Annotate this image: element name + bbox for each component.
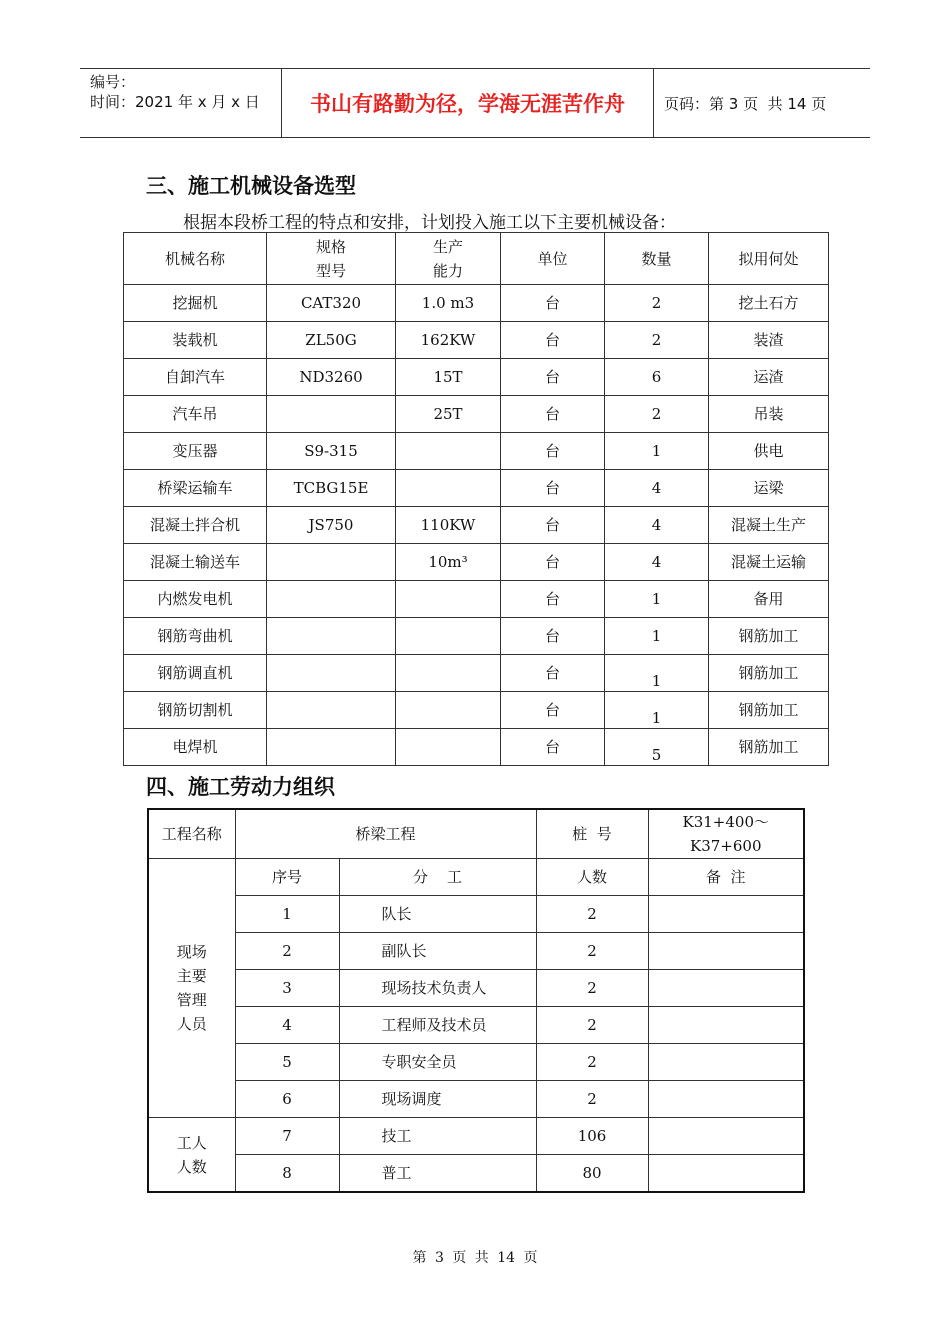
equipment-cell [396, 729, 501, 766]
equipment-cell: 供电 [709, 433, 829, 470]
labor-cell: 6 [235, 1081, 339, 1118]
labor-cell: 106 [536, 1118, 648, 1155]
equipment-cell: 混凝土运输 [709, 544, 829, 581]
equipment-cell: 装渣 [709, 322, 829, 359]
table-row [124, 322, 829, 359]
equipment-cell [396, 655, 501, 692]
equipment-cell: 25T [396, 396, 501, 433]
equipment-cell: TCBG15E [267, 470, 396, 507]
labor-cell: 普工 [339, 1155, 536, 1193]
quantity-value: 1 [651, 672, 662, 690]
equipment-cell: 1.0 m3 [396, 285, 501, 322]
labor-cell [648, 1081, 804, 1118]
labor-cell [648, 1007, 804, 1044]
table-row [124, 396, 829, 433]
equipment-cell: 运梁 [709, 470, 829, 507]
equipment-cell: 台 [501, 285, 605, 322]
labor-cell: 专职安全员 [339, 1044, 536, 1081]
equipment-cell: 台 [501, 581, 605, 618]
equipment-col-header: 拟用何处 [709, 233, 829, 285]
table-row [148, 896, 804, 933]
table-row [124, 544, 829, 581]
equipment-cell [267, 581, 396, 618]
equipment-cell: 1 [605, 581, 709, 618]
labor-header-row [148, 859, 804, 896]
labor-table [147, 808, 805, 1193]
labor-cell [648, 970, 804, 1007]
equipment-cell: 钢筋切割机 [124, 692, 267, 729]
labor-cell: 4 [235, 1007, 339, 1044]
equipment-cell: 运渣 [709, 359, 829, 396]
equipment-cell: 台 [501, 470, 605, 507]
labor-col-header: 备 注 [648, 859, 804, 896]
time-label: 时间：2021 年 x 月 x 日 [90, 93, 260, 111]
equipment-cell: 混凝土拌合机 [124, 507, 267, 544]
labor-cell: 2 [536, 933, 648, 970]
equipment-cell: 台 [501, 396, 605, 433]
equipment-cell: 162KW [396, 322, 501, 359]
equipment-cell: 台 [501, 322, 605, 359]
equipment-col-header: 机械名称 [124, 233, 267, 285]
equipment-cell: 台 [501, 655, 605, 692]
section3-title: 三、施工机械设备选型 [146, 174, 356, 198]
equipment-cell: S9-315 [267, 433, 396, 470]
equipment-cell: 台 [501, 618, 605, 655]
labor-cell: 2 [235, 933, 339, 970]
equipment-cell: ZL50G [267, 322, 396, 359]
equipment-cell: 混凝土生产 [709, 507, 829, 544]
quantity-value: 5 [651, 746, 662, 764]
table-row [148, 1007, 804, 1044]
equipment-cell: 台 [501, 544, 605, 581]
equipment-cell [605, 729, 709, 766]
equipment-header-row [124, 233, 829, 285]
equipment-cell: 台 [501, 359, 605, 396]
equipment-cell [605, 692, 709, 729]
table-row [148, 933, 804, 970]
equipment-cell: 混凝土输送车 [124, 544, 267, 581]
labor-cell: 2 [536, 970, 648, 1007]
equipment-cell: ND3260 [267, 359, 396, 396]
equipment-cell: 挖掘机 [124, 285, 267, 322]
equipment-cell: 挖土石方 [709, 285, 829, 322]
labor-cell: 2 [536, 1044, 648, 1081]
equipment-cell [267, 396, 396, 433]
labor-cell: 2 [536, 1007, 648, 1044]
station-label: 桩 号 [536, 809, 648, 859]
labor-cell: 工程师及技术员 [339, 1007, 536, 1044]
table-row [124, 692, 829, 729]
equipment-col-header: 数量 [605, 233, 709, 285]
equipment-cell [396, 470, 501, 507]
equipment-cell: 2 [605, 322, 709, 359]
equipment-cell: CAT320 [267, 285, 396, 322]
table-row [148, 1118, 804, 1155]
labor-cell: 2 [536, 896, 648, 933]
equipment-col-header: 规格 型号 [267, 233, 396, 285]
equipment-cell: 台 [501, 433, 605, 470]
header-meta [80, 69, 282, 137]
equipment-table [123, 232, 829, 766]
equipment-cell [396, 433, 501, 470]
labor-cell [648, 1044, 804, 1081]
equipment-cell: 吊装 [709, 396, 829, 433]
labor-cell [648, 1118, 804, 1155]
equipment-cell: 钢筋弯曲机 [124, 618, 267, 655]
labor-cell: 技工 [339, 1118, 536, 1155]
labor-cell: 现场调度 [339, 1081, 536, 1118]
labor-cell: 1 [235, 896, 339, 933]
labor-cell: 2 [536, 1081, 648, 1118]
equipment-cell: 变压器 [124, 433, 267, 470]
table-row [124, 470, 829, 507]
table-row [124, 359, 829, 396]
equipment-cell: JS750 [267, 507, 396, 544]
project-label: 工程名称 [148, 809, 235, 859]
labor-cell: 5 [235, 1044, 339, 1081]
page-footer: 第 3 页 共 14 页 [412, 1250, 538, 1266]
section3-intro: 根据本段桥工程的特点和安排，计划投入施工以下主要机械设备： [183, 213, 676, 233]
equipment-cell: 桥梁运输车 [124, 470, 267, 507]
equipment-cell [396, 618, 501, 655]
station-value: K31+400～K37+600 [648, 809, 804, 859]
equipment-cell [267, 618, 396, 655]
table-row [124, 581, 829, 618]
equipment-cell [267, 692, 396, 729]
labor-project-row [148, 809, 804, 859]
section4-title: 四、施工劳动力组织 [146, 775, 335, 799]
equipment-cell: 钢筋调直机 [124, 655, 267, 692]
labor-col-header: 人数 [536, 859, 648, 896]
project-value: 桥梁工程 [235, 809, 536, 859]
page-info: 页码：第 3 页 共 14 页 [664, 94, 827, 113]
equipment-cell: 钢筋加工 [709, 655, 829, 692]
equipment-cell: 备用 [709, 581, 829, 618]
equipment-cell [267, 655, 396, 692]
labor-cell: 7 [235, 1118, 339, 1155]
table-row [148, 1044, 804, 1081]
equipment-cell: 6 [605, 359, 709, 396]
equipment-cell: 钢筋加工 [709, 618, 829, 655]
equipment-cell [605, 655, 709, 692]
equipment-cell: 1 [605, 618, 709, 655]
equipment-cell: 台 [501, 729, 605, 766]
page-header [80, 68, 870, 138]
table-row [124, 729, 829, 766]
labor-cell: 副队长 [339, 933, 536, 970]
equipment-cell: 台 [501, 692, 605, 729]
equipment-cell: 汽车吊 [124, 396, 267, 433]
equipment-cell [396, 581, 501, 618]
equipment-cell: 15T [396, 359, 501, 396]
table-row [124, 433, 829, 470]
equipment-col-header: 单位 [501, 233, 605, 285]
labor-col-header: 序号 [235, 859, 339, 896]
equipment-cell: 10m³ [396, 544, 501, 581]
equipment-cell: 4 [605, 470, 709, 507]
labor-cell [648, 896, 804, 933]
table-row [124, 507, 829, 544]
equipment-cell [396, 692, 501, 729]
table-row [124, 618, 829, 655]
equipment-cell: 1 [605, 433, 709, 470]
equipment-cell [267, 729, 396, 766]
table-row [124, 655, 829, 692]
table-row [148, 1081, 804, 1118]
labor-cell [648, 1155, 804, 1193]
equipment-cell: 4 [605, 544, 709, 581]
equipment-cell [267, 544, 396, 581]
labor-cell [648, 933, 804, 970]
equipment-cell: 2 [605, 396, 709, 433]
equipment-cell: 装载机 [124, 322, 267, 359]
equipment-cell: 2 [605, 285, 709, 322]
equipment-cell: 电焊机 [124, 729, 267, 766]
equipment-cell: 110KW [396, 507, 501, 544]
motto: 书山有路勤为径，学海无涯苦作舟 [282, 69, 654, 137]
table-row [124, 285, 829, 322]
equipment-col-header: 生产 能力 [396, 233, 501, 285]
labor-cell: 队长 [339, 896, 536, 933]
equipment-cell: 钢筋加工 [709, 692, 829, 729]
equipment-cell: 钢筋加工 [709, 729, 829, 766]
labor-cell: 现场技术负责人 [339, 970, 536, 1007]
table-row [148, 1155, 804, 1193]
equipment-cell: 内燃发电机 [124, 581, 267, 618]
equipment-cell: 自卸汽车 [124, 359, 267, 396]
table-row [148, 970, 804, 1007]
labor-cell: 8 [235, 1155, 339, 1193]
group-workers: 工人 人数 [148, 1118, 235, 1193]
number-label: 编号： [90, 73, 136, 91]
labor-cell: 80 [536, 1155, 648, 1193]
quantity-value: 1 [651, 709, 662, 727]
labor-cell: 3 [235, 970, 339, 1007]
equipment-cell: 4 [605, 507, 709, 544]
equipment-cell: 台 [501, 507, 605, 544]
group-management: 现场 主要 管理 人员 [148, 859, 235, 1118]
labor-col-header: 分 工 [339, 859, 536, 896]
